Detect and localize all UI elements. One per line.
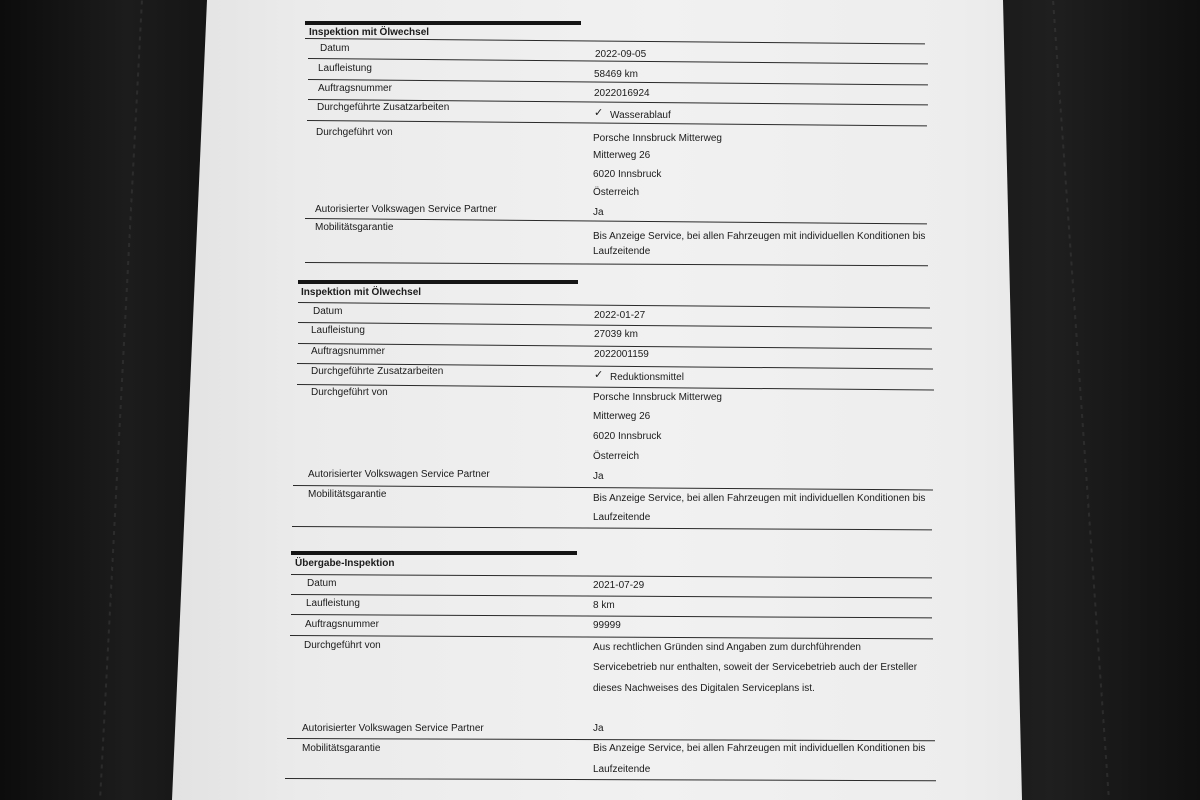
- checkmark-icon: ✓: [594, 107, 604, 119]
- auftragsnummer-value: 99999: [593, 620, 621, 631]
- section-title: Inspektion mit Ölwechsel: [309, 27, 430, 38]
- mobilitaetsgarantie-value: Bis Anzeige Service, bei allen Fahrzeugen mit individuellen Konditionen bis: [593, 493, 926, 504]
- laufleistung-value: 58469 km: [594, 69, 638, 80]
- service-partner-value: Ja: [593, 471, 604, 482]
- service-partner-label: Autorisierter Volkswagen Service Partner: [308, 469, 490, 480]
- mobilitaetsgarantie-value: Laufzeitende: [593, 764, 651, 775]
- checkmark-icon: ✓: [594, 369, 604, 381]
- datum-label: Datum: [313, 306, 343, 317]
- divider: [308, 79, 928, 86]
- address-line: Österreich: [593, 451, 640, 462]
- divider: [305, 38, 925, 45]
- divider: [298, 322, 932, 329]
- zusatzarbeiten-value: Wasserablauf: [610, 110, 671, 121]
- divider: [293, 485, 933, 491]
- laufleistung-value: 8 km: [593, 600, 615, 611]
- address-line: Porsche Innsbruck Mitterweg: [593, 133, 722, 144]
- zusatzarbeiten-label: Durchgeführte Zusatzarbeiten: [311, 366, 444, 377]
- auftragsnummer-value: 2022016924: [594, 88, 650, 99]
- section-title: Übergabe-Inspektion: [295, 558, 395, 569]
- divider: [305, 262, 928, 267]
- mobilitaetsgarantie-value: Bis Anzeige Service, bei allen Fahrzeugen mit individuellen Konditionen bis: [593, 231, 926, 242]
- divider: [290, 635, 933, 640]
- address-line: Porsche Innsbruck Mitterweg: [593, 392, 722, 403]
- divider: [285, 778, 936, 782]
- datum-value: 2022-01-27: [594, 310, 646, 321]
- divider: [291, 614, 932, 619]
- auftragsnummer-label: Auftragsnummer: [318, 83, 392, 94]
- divider: [292, 526, 932, 531]
- auftragsnummer-label: Auftragsnummer: [305, 619, 379, 630]
- divider: [298, 302, 930, 309]
- datum-value: 2021-07-29: [593, 580, 645, 591]
- divider: [297, 384, 934, 391]
- laufleistung-label: Laufleistung: [306, 598, 360, 609]
- divider: [291, 594, 932, 599]
- datum-label: Datum: [320, 43, 350, 54]
- zusatzarbeiten-label: Durchgeführte Zusatzarbeiten: [317, 102, 450, 113]
- durchgefuehrt-von-value: Aus rechtlichen Gründen sind Angaben zum durchführenden: [593, 642, 861, 653]
- address-line: 6020 Innsbruck: [593, 169, 662, 180]
- zusatzarbeiten-value: Reduktionsmittel: [610, 372, 684, 383]
- mobilitaetsgarantie-value: Laufzeitende: [593, 246, 651, 257]
- service-partner-value: Ja: [593, 723, 604, 734]
- section-bar: [291, 551, 577, 555]
- section-bar: [305, 21, 581, 25]
- laufleistung-value: 27039 km: [594, 329, 638, 340]
- datum-value: 2022-09-05: [595, 49, 647, 60]
- service-partner-label: Autorisierter Volkswagen Service Partner: [302, 723, 484, 734]
- mobilitaetsgarantie-value: Laufzeitende: [593, 512, 651, 523]
- mobilitaetsgarantie-value: Bis Anzeige Service, bei allen Fahrzeugen mit individuellen Konditionen bis: [593, 743, 926, 754]
- divider: [287, 738, 935, 742]
- section-bar: [298, 280, 578, 284]
- auftragsnummer-label: Auftragsnummer: [311, 346, 385, 357]
- durchgefuehrt-von-value: dieses Nachweises des Digitalen Serviceplans ist.: [593, 683, 815, 694]
- laufleistung-label: Laufleistung: [311, 325, 365, 336]
- mobilitaetsgarantie-label: Mobilitätsgarantie: [315, 222, 394, 233]
- durchgefuehrt-von-label: Durchgeführt von: [311, 387, 388, 398]
- address-line: Mitterweg 26: [593, 411, 651, 422]
- durchgefuehrt-von-label: Durchgeführt von: [316, 127, 393, 138]
- address-line: 6020 Innsbruck: [593, 431, 662, 442]
- section-title: Inspektion mit Ölwechsel: [301, 287, 422, 298]
- service-partner-value: Ja: [593, 207, 604, 218]
- durchgefuehrt-von-value: Servicebetrieb nur enthalten, soweit der Servicebetrieb auch der Ersteller: [593, 662, 918, 673]
- divider: [305, 218, 927, 225]
- auftragsnummer-value: 2022001159: [594, 349, 649, 360]
- datum-label: Datum: [307, 578, 337, 589]
- mobilitaetsgarantie-label: Mobilitätsgarantie: [302, 743, 381, 754]
- divider: [291, 574, 932, 579]
- service-partner-label: Autorisierter Volkswagen Service Partner: [315, 204, 497, 215]
- divider: [307, 120, 927, 127]
- address-line: Österreich: [593, 187, 640, 198]
- mobilitaetsgarantie-label: Mobilitätsgarantie: [308, 489, 387, 500]
- address-line: Mitterweg 26: [593, 150, 651, 161]
- durchgefuehrt-von-label: Durchgeführt von: [304, 640, 381, 651]
- laufleistung-label: Laufleistung: [318, 63, 372, 74]
